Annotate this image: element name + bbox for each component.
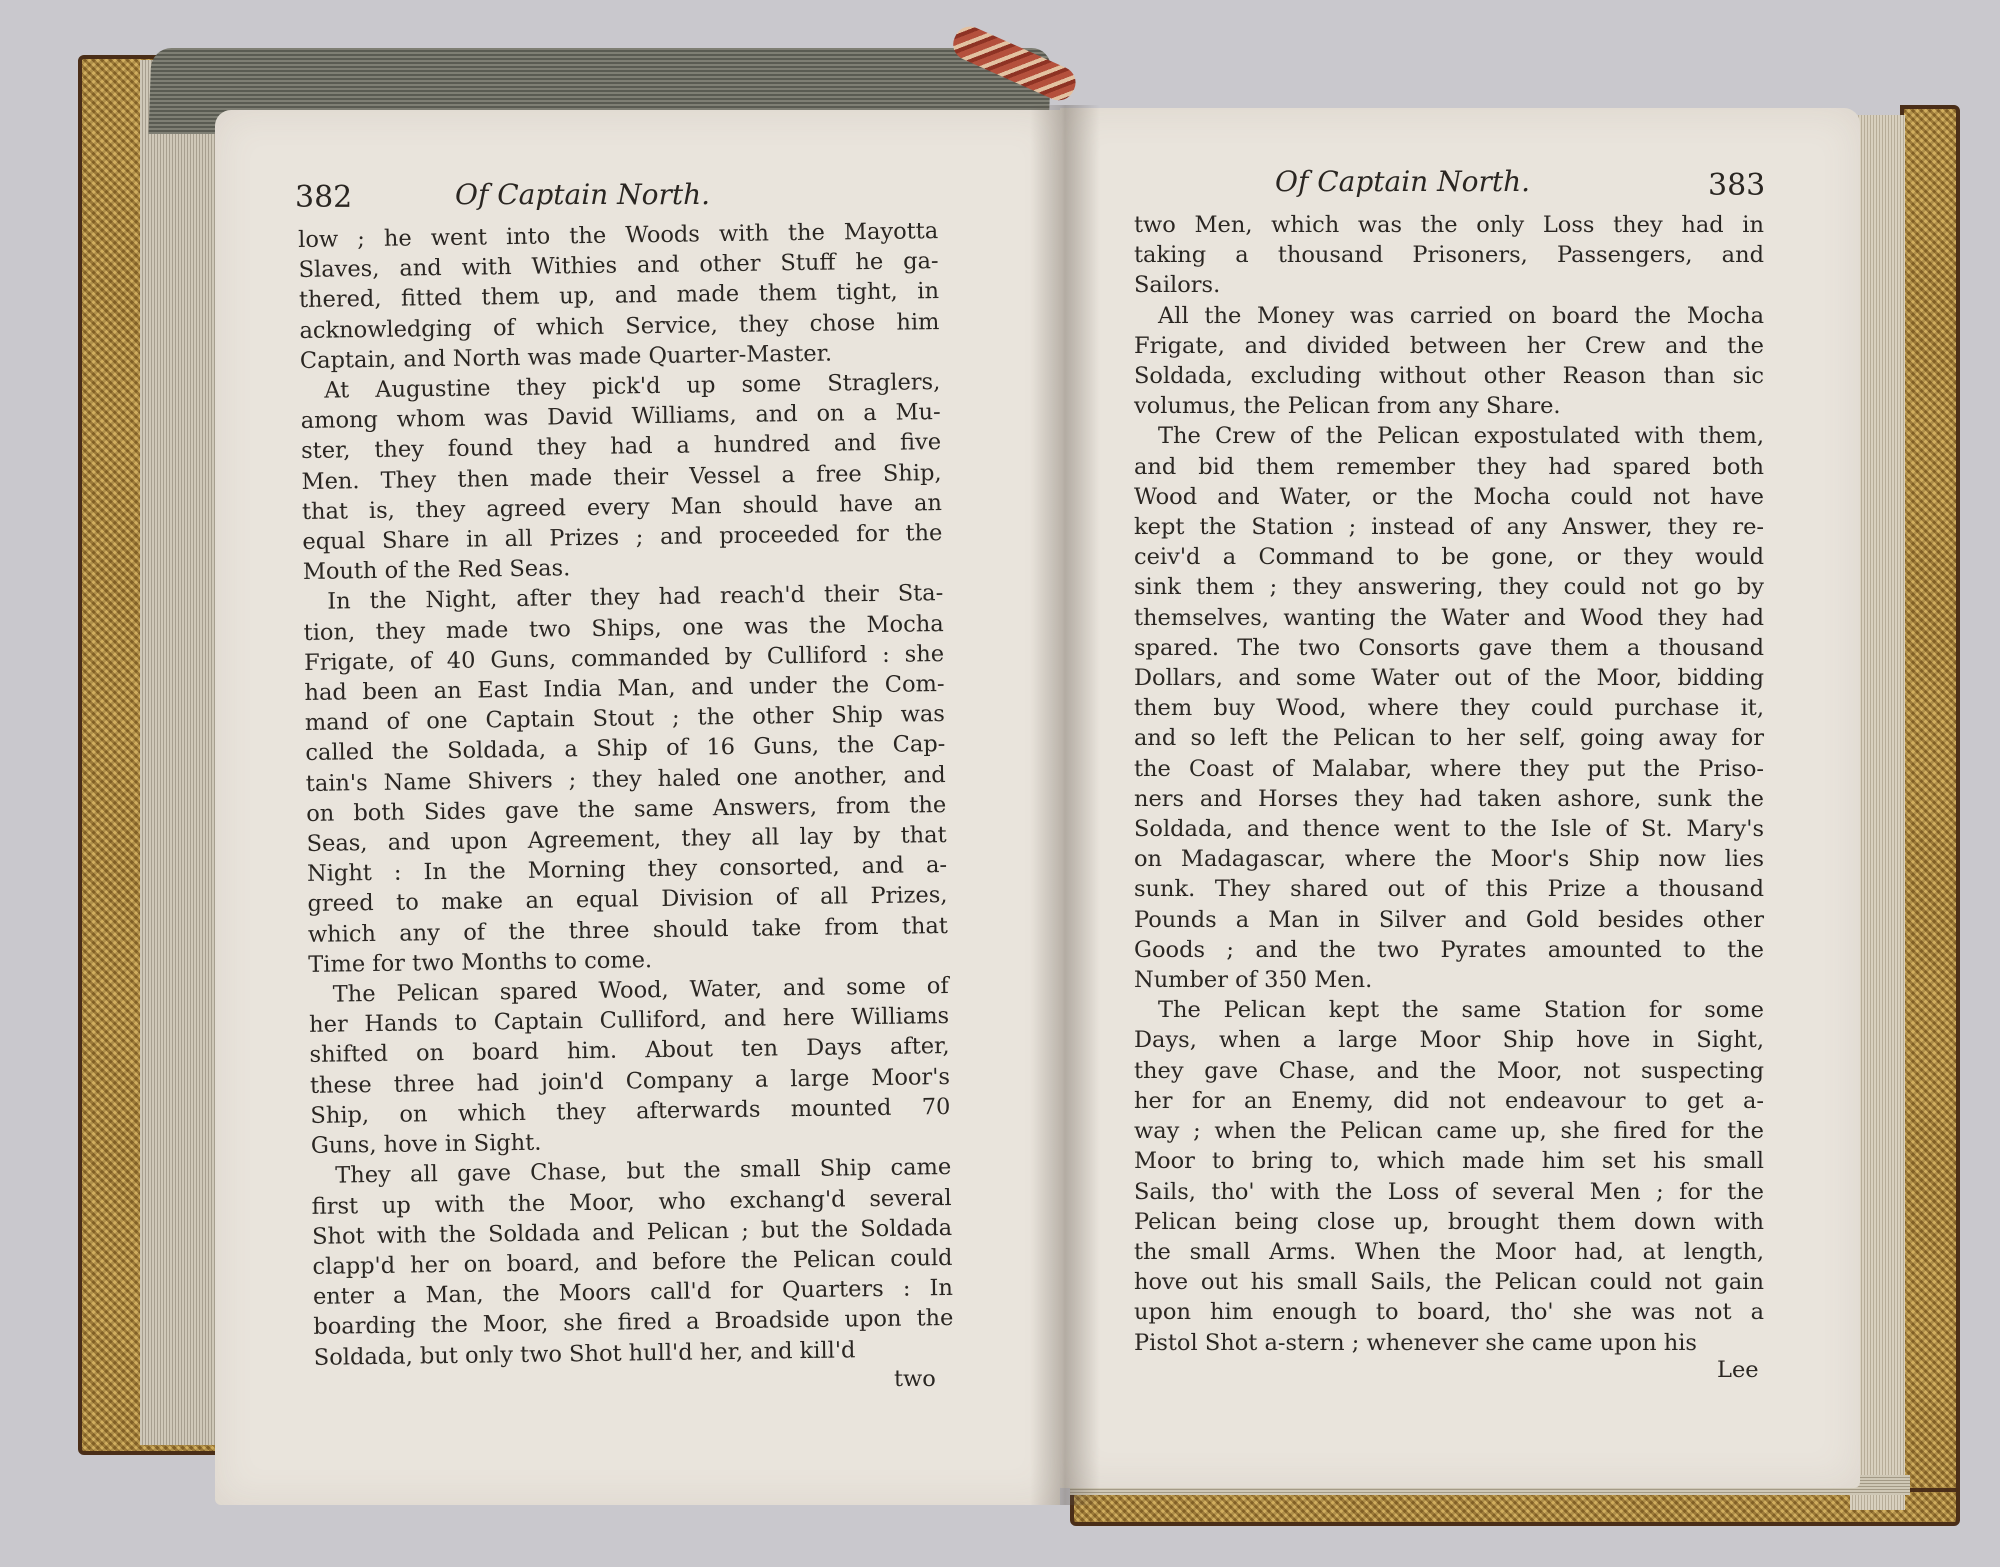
text-line: All the Money was carried on board the Mocha (1158, 302, 1764, 329)
text-line: They all gave Chase, but the small Ship came (335, 1154, 952, 1189)
text-line: thered, fitted them up, and made them tight, in (298, 278, 940, 314)
text-line: Wood and Water, or the Mocha could not have (1134, 483, 1764, 510)
text-line: Mouth of the Red Seas. (302, 555, 571, 586)
right-page-number: 383 (1708, 168, 1766, 203)
text-line: Captain, and North was made Quarter-Master. (299, 340, 833, 374)
text-line: hove out his small Sails, the Pelican could not gain (1134, 1269, 1764, 1296)
text-line: Dollars, and some Water out of the Moor, bidding (1134, 665, 1764, 692)
text-line: shifted on board him. About ten Days after, (309, 1033, 950, 1069)
text-line: the small Arms. When the Moor had, at length, (1134, 1238, 1764, 1265)
book-gutter (1030, 105, 1100, 1505)
text-line: The Pelican spared Wood, Water, and some of (332, 973, 949, 1008)
text-line: Frigate, of 40 Guns, commanded by Culliford : she (303, 640, 945, 676)
text-line: sink them ; they answering, they could not go by (1134, 574, 1764, 601)
text-line: Pounds a Man in Silver and Gold besides other (1134, 906, 1764, 933)
text-line: Soldada, and thence went to the Isle of St. Mary's (1134, 816, 1764, 843)
left-page-body (298, 216, 954, 1373)
text-line: The Crew of the Pelican expostulated with them, (1158, 423, 1764, 450)
text-line: Sailors. (1134, 272, 1221, 299)
text-line: Goods ; and the two Pyrates amounted to the (1134, 936, 1764, 963)
text-line: Seas, and upon Agreement, they all lay by that (306, 822, 947, 858)
text-line: enter a Man, the Moors call'd for Quarters : In (312, 1275, 954, 1311)
text-line: mand of one Captain Stout ; the other Ship was (304, 701, 946, 737)
right-page-body (1134, 210, 1764, 1358)
text-line: which any of the three should take from that (307, 912, 949, 948)
text-line: Number of 350 Men. (1134, 967, 1373, 994)
text-line: The Pelican kept the same Station for some (1158, 997, 1764, 1024)
text-line: Night : In the Morning they consorted, and a- (306, 852, 948, 888)
text-line: tain's Name Shivers ; they haled one another, and (305, 761, 946, 797)
text-line: had been an East India Man, and under the Com- (304, 671, 945, 706)
text-line: Men. They then made their Vessel a free Ship, (301, 459, 942, 495)
text-line: on both Sides gave the same Answers, from the (306, 791, 947, 827)
text-line: In the Night, after they had reach'd their Sta- (327, 580, 944, 616)
text-line: Slaves, and with Withies and other Stuff he ga- (298, 248, 939, 284)
text-line: and bid them remember they had spared both (1134, 453, 1764, 480)
text-line: spared. The two Consorts gave them a thousand (1134, 634, 1764, 661)
text-line: sunk. They shared out of this Prize a thousand (1134, 876, 1764, 903)
text-line: acknowledging of which Service, they chose him (299, 308, 940, 344)
text-line: on Madagascar, where the Moor's Ship now lies (1134, 846, 1764, 873)
text-line: Sails, tho' with the Loss of several Men ; for the (1134, 1178, 1764, 1205)
text-line: Time for two Months to come. (308, 947, 653, 978)
text-line: taking a thousand Prisoners, Passengers, and (1134, 242, 1764, 269)
text-line: At Augustine they pick'd up some Straglers, (324, 369, 941, 404)
right-running-header: Of Captain North. (1275, 165, 1531, 198)
text-line: two Men, which was the only Loss they had in (1134, 212, 1764, 238)
text-line: Moor to bring to, which made him set his small (1134, 1148, 1764, 1175)
text-line: ners and Horses they had taken ashore, sunk the (1134, 785, 1764, 812)
text-line: upon him enough to board, tho' she was not a (1134, 1299, 1764, 1326)
right-gilt-cover (1900, 105, 1960, 1525)
text-line: that is, they agreed every Man should have an (301, 489, 943, 525)
text-line: them buy Wood, where they could purchase it, (1134, 695, 1764, 722)
text-line: themselves, wanting the Water and Wood they had (1134, 604, 1764, 631)
text-line: her for an Enemy, did not endeavour to get a- (1134, 1087, 1764, 1114)
text-line: Guns, hove in Sight. (310, 1129, 542, 1160)
text-line: Frigate, and divided between her Crew and the (1134, 332, 1764, 359)
text-line: Ship, on which they afterwards mounted 70 (310, 1093, 951, 1129)
text-line: Shot with the Soldada and Pelican ; but the Soldada (311, 1214, 953, 1250)
right-catchword: Lee (1717, 1357, 1759, 1383)
text-line: Days, when a large Moor Ship hove in Sight, (1134, 1027, 1764, 1054)
text-line: Pistol Shot a-stern ; whenever she came upon his (1134, 1329, 1697, 1356)
text-line: her Hands to Captain Culliford, and here Williams (308, 1003, 950, 1039)
text-line: first up with the Moor, who exchang'd several (311, 1184, 952, 1220)
text-line: low ; he went into the Woods with the Mayotta (298, 218, 939, 253)
text-line: ster, they found they had a hundred and five (300, 429, 942, 465)
text-line: the Coast of Malabar, where they put the Priso- (1134, 755, 1764, 782)
text-line: way ; when the Pelican came up, she fired for the (1134, 1118, 1764, 1145)
text-line: clapp'd her on board, and before the Pelican could (312, 1244, 953, 1280)
text-line: these three had join'd Company a large Moor's (309, 1063, 951, 1099)
text-line: ceiv'd a Command to be gone, or they would (1134, 544, 1764, 571)
text-line: among whom was David Williams, and on a Mu- (300, 399, 941, 435)
text-line: greed to make an equal Division of all Prizes, (307, 882, 948, 918)
text-line: and so left the Pelican to her self, going away for (1134, 725, 1764, 752)
text-line: volumus, the Pelican from any Share. (1134, 393, 1561, 420)
text-line: boarding the Moor, she fired a Broadside upon the (313, 1305, 954, 1341)
text-line: Pelican being close up, brought them down with (1134, 1208, 1764, 1235)
text-line: tion, they made two Ships, one was the Mocha (303, 610, 944, 646)
text-line: called the Soldada, a Ship of 16 Guns, the Cap- (305, 731, 946, 767)
text-line: they gave Chase, and the Moor, not suspecting (1134, 1057, 1764, 1084)
left-page-number: 382 (295, 180, 353, 215)
left-catchword: two (894, 1366, 936, 1392)
text-line: Soldada, excluding without other Reason than sic (1134, 363, 1764, 390)
left-running-header: Of Captain North. (455, 178, 711, 211)
text-line: Soldada, but only two Shot hull'd her, and kill'd (313, 1336, 856, 1371)
text-line: kept the Station ; instead of any Answer, they re- (1134, 514, 1764, 541)
text-line: equal Share in all Prizes ; and proceeded for the (302, 520, 943, 555)
